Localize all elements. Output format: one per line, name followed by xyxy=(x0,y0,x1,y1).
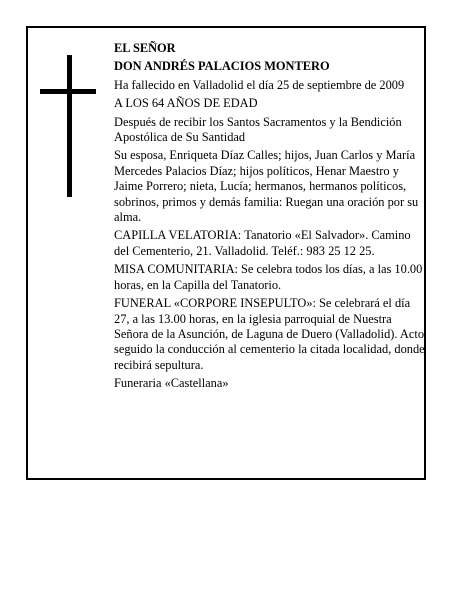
chapel-text: Tanatorio «El Salvador». Camino del Cementerio, 21. Valladolid. Teléf.: 983 25 12 25. xyxy=(114,228,411,258)
family-list: Su esposa, Enriqueta Díaz Calles; hijos, Juan Carlos y María Mercedes Palacios Díaz; hijos políticos, Henar Maestro y Jaime Porrero; nieta, Lucía; hermanos, hermanos políticos, sobrinos, primos y demás familia: xyxy=(114,148,416,209)
mass-text: Se celebra todos los días, a las 10.00 horas, en la Capilla del Tanatorio. xyxy=(114,262,423,292)
notice-text-column xyxy=(114,41,426,395)
funeral-text: Se celebrará el día 27, a las 13.00 horas, en la iglesia parroquial de Nuestra Señora de la Asunción, de Laguna de Duero (Valladolid). Acto seguido la conducción al cementerio la citada localidad, donde recibirá sepultura. xyxy=(114,296,425,372)
mass-label: MISA COMUNITARIA: xyxy=(114,262,238,277)
chapel-info xyxy=(114,228,426,259)
notice-title: EL SEÑOR xyxy=(114,41,176,55)
cross-vertical-bar xyxy=(67,55,72,197)
sacraments-line: Después de recibir los Santos Sacramentos y la Bendición Apostólica de Su Santidad xyxy=(114,114,402,145)
obituary-notice xyxy=(26,26,426,480)
chapel-label: CAPILLA VELATORIA: xyxy=(114,228,242,243)
prayer-request: Ruegan una oración por su alma. xyxy=(114,194,419,225)
deceased-name: DON ANDRÉS PALACIOS MONTERO xyxy=(114,59,330,74)
funeral-label: FUNERAL «CORPORE INSEPULTO»: xyxy=(114,296,316,311)
funeral-home: Funeraria «Castellana» xyxy=(114,376,229,391)
death-info: Ha fallecido en Valladolid el día 25 de septiembre de 2009 xyxy=(114,77,405,92)
latin-cross-icon xyxy=(40,55,96,197)
cross-horizontal-bar xyxy=(40,89,96,94)
age-line: A LOS 64 AÑOS DE EDAD xyxy=(114,96,258,111)
funeral-info xyxy=(114,296,426,373)
family-paragraph xyxy=(114,148,426,225)
mass-info xyxy=(114,262,426,293)
